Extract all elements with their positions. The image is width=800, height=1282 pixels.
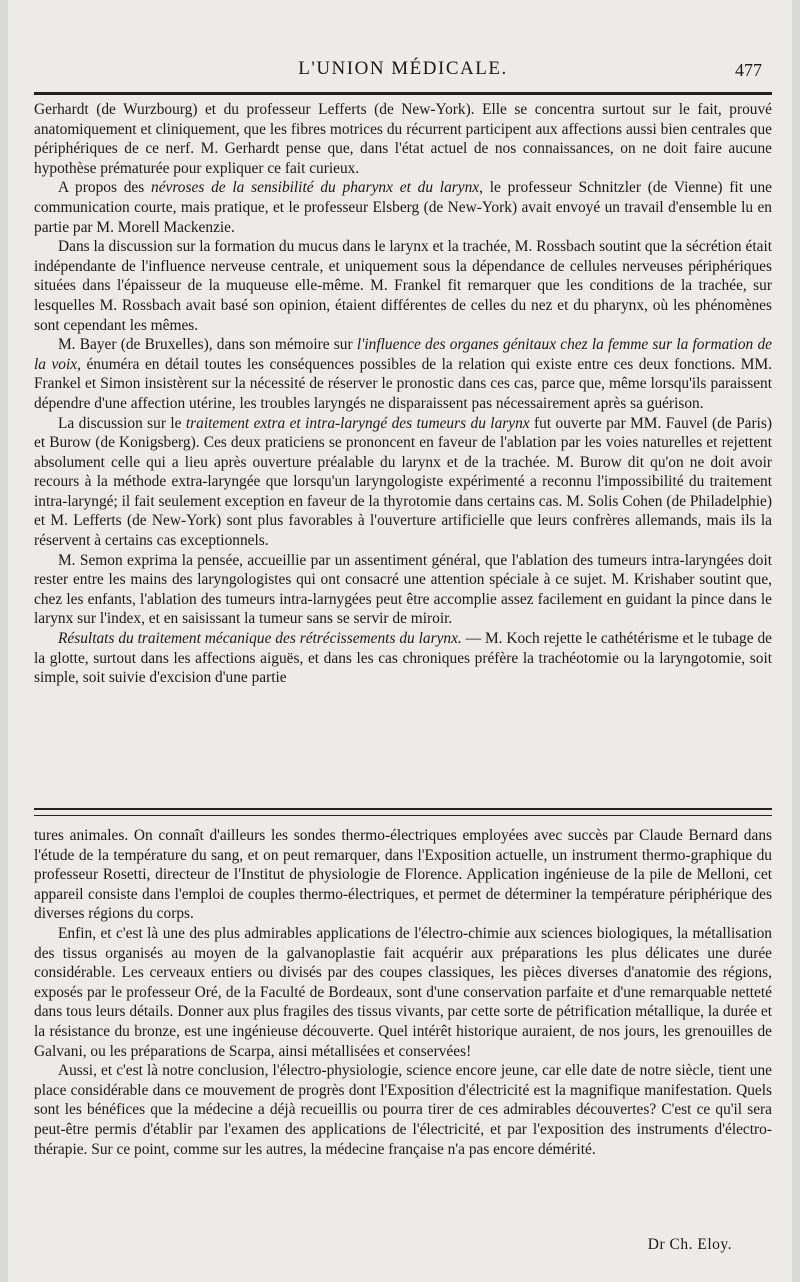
header-rule	[34, 92, 772, 95]
top-article	[34, 100, 772, 688]
paragraph: Résultats du traitement mécanique des rétrécissements du larynx. — M. Koch rejette le cathétérisme et le tubage de la glotte, surtout dans les affections aiguës, et dans les cas chroniques préfère la trachéotomie ou la laryngotomie, soit simple, soit suivie d'excision d'une partie	[34, 630, 772, 687]
section-divider	[34, 808, 772, 816]
page-number: 477	[735, 60, 762, 80]
paragraph: Dans la discussion sur la formation du mucus dans le larynx et la trachée, M. Rossbach soutint que la sécrétion était indépendante de l'influence nerveuse centrale, et uniquement sous la dépendance de cellules nerveuses périphériques situées dans l'épaisseur de la muqueuse elle-même. M. Frankel fit remarquer que les conditions de la trachée, sur lesquelles M. Rossbach avait basé son opinion, étaient différentes de celles du nez et du pharynx, où les phénomènes sont cependant les mêmes.	[34, 238, 772, 334]
author-signature: Dr Ch. Eloy.	[647, 1236, 732, 1253]
paragraph: A propos des névroses de la sensibilité du pharynx et du larynx, le professeur Schnitzler (de Vienne) fit une communication courte, mais pratique, et le professeur Elsberg (de New-York) avait envoyé un travail d'ensemble lu en partie par M. Morell Mackenzie.	[34, 179, 772, 236]
paragraph: La discussion sur le traitement extra et intra-laryngé des tumeurs du larynx fut ouverte par MM. Fauvel (de Paris) et Burow (de Konigsberg). Ces deux praticiens se prononcent en faveur de l'ablation par les voies naturelles et rejettent absolument celle qui a lieu après ouverture préalable du larynx et de la trachée. M. Burow dit qu'on ne doit avoir recours à la méthode extra-laryngée que lorsqu'un laryngologiste expérimenté a reconnu l'impossibilité du traitement intra-laryngé; il fait seulement exception en faveur de la thyrotomie dans certains cas. M. Solis Cohen (de Philadelphie) et M. Lefferts (de New-York) sont plus favorables à l'ouverture artificielle que leurs confrères allemands, mais ils la réservent à certains cas exceptionnels.	[34, 414, 772, 550]
paragraph: M. Semon exprima la pensée, accueillie par un assentiment général, que l'ablation des tumeurs intra-laryngées doit rester entre les mains des laryngologistes qui ont consacré une attention spéciale à ce sujet. M. Krishaber soutint que, chez les enfants, l'ablation des tumeurs intra-larnygées peut être accomplie assez facilement en guidant la pince dans le larynx sur l'index, et en saisissant la tumeur sans se servir de miroir.	[34, 551, 772, 628]
paragraph: tures animales. On connaît d'ailleurs les sondes thermo-électriques employées avec succès par Claude Bernard dans l'étude de la température du sang, et on peut remarquer, dans l'Exposition actuelle, un instrument thermo-graphique du professeur Rosetti, directeur de l'Institut de physiologie de Florence. Application ingénieuse de la pile de Melloni, cet appareil consiste dans l'emploi de couples thermo-électriques, et permet de déterminer la température périphérique des diverses régions du corps.	[34, 827, 772, 923]
paragraph: Gerhardt (de Wurzbourg) et du professeur Lefferts (de New-York). Elle se concentra surtout sur le fait, prouvé anatomiquement et cliniquement, que les fibres motrices du récurrent participent aux affections aussi bien centrales que périphériques de ce nerf. M. Gerhardt pense que, dans l'état actuel de nos connaissances, on ne doit faire aucune hypothèse prématurée pour expliquer ce fait curieux.	[34, 101, 772, 177]
page-header	[34, 58, 772, 88]
feuilleton-article	[34, 826, 772, 1159]
paragraph: M. Bayer (de Bruxelles), dans son mémoire sur l'influence des organes génitaux chez la femme sur la formation de la voix, énuméra en détail toutes les conséquences possibles de la relation qui existe entre ces deux fonctions. MM. Frankel et Simon insistèrent sur la nécessité de réserver le pronostic dans ces cas, parce que, même lorsqu'ils paraissent dépendre d'une affection utérine, les troubles laryngés ne disparaissent pas nécessairement après sa guérison.	[34, 336, 772, 412]
page	[8, 0, 792, 1282]
paragraph: Enfin, et c'est là une des plus admirables applications de l'électro-chimie aux sciences biologiques, la métallisation des tissus organisés au moyen de la galvanoplastie fait acquérir aux préparations les plus délicates une durée considérable. Les cerveaux entiers ou divisés par des coupes classiques, les pièces diverses d'anatomie des régions, exposés par le professeur Oré, de la Faculté de Bordeaux, sont d'une conservation parfaite et d'une remarquable netteté dans tous leurs détails. Donner aux plus fragiles des tissus vivants, par cette sorte de pétrification métallique, la durée et la résistance du bronze, est une ingénieuse découverte. Quel intérêt historique auraient, de nos jours, les grenouilles de Galvani, ou les préparations de Scarpa, ainsi métallisées et conservées!	[34, 924, 772, 1060]
running-title: L'UNION MÉDICALE.	[298, 58, 508, 79]
paragraph: Aussi, et c'est là notre conclusion, l'électro-physiologie, science encore jeune, car elle date de notre siècle, tient une place considérable dans ce mouvement de progrès dont l'Exposition d'électricité est la magnifique manifestation. Quels sont les bénéfices que la médecine a déjà recueillis ou pourra tirer de ces admirables découvertes? C'est ce qu'il sera peut-être permis d'établir par l'examen des applications de l'électricité, et par l'exposition des instruments d'électro-thérapie. Sur ce point, comme sur les autres, la médecine française n'a pas encore démérité.	[34, 1062, 772, 1158]
